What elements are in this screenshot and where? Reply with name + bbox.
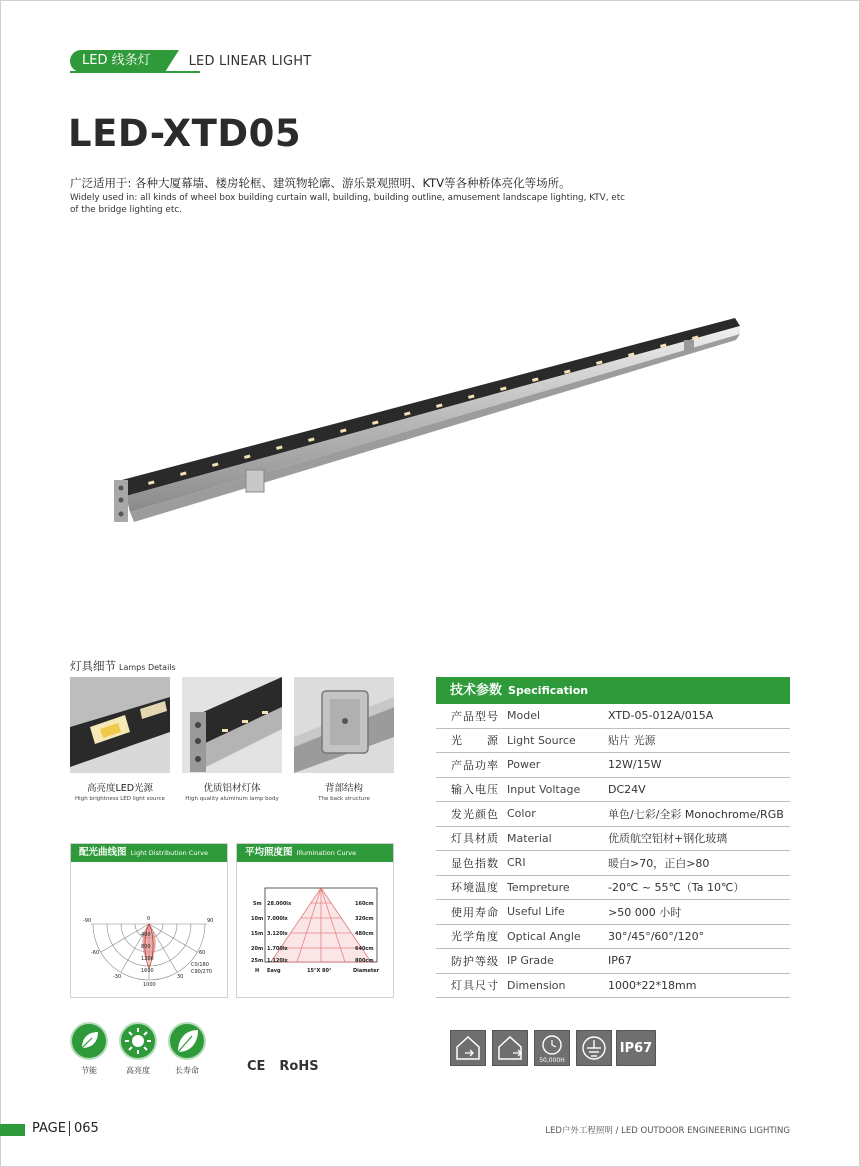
ce-mark: CE [247, 1059, 266, 1074]
category-cn: LED 线条灯 [70, 50, 165, 72]
spec-row [436, 876, 790, 901]
illumination-title-cn: 平均照度图 [245, 847, 293, 858]
spec-table [436, 677, 790, 998]
spec-value: DC24V [608, 782, 646, 796]
lifetime-label: 50,000H [539, 1057, 565, 1064]
indoor-house-icon [450, 1030, 486, 1066]
distribution-title-en: Light Distribution Curve [130, 849, 208, 857]
details-title [70, 658, 176, 674]
detail-caption-led [60, 780, 180, 802]
ring-label: 800 [141, 944, 151, 950]
spec-row [436, 974, 790, 999]
spec-label-cn: 光 源 [451, 734, 499, 748]
spec-label-en: Color [507, 807, 536, 821]
ring-label: 1600 [141, 968, 154, 974]
feature-label-energy: 节能 [81, 1066, 97, 1075]
spec-row [436, 704, 790, 729]
spec-label-cn: 产品型号 [451, 709, 499, 723]
spec-label-cn: 环境温度 [451, 881, 499, 895]
spec-value: 优质航空铝材+钢化玻璃 [608, 832, 728, 846]
detail-caption-body [172, 780, 292, 802]
rohs-mark: RoHS [279, 1059, 319, 1074]
spec-label-cn: 灯具材质 [451, 832, 499, 846]
spec-value: IP67 [608, 954, 632, 968]
height-label: 5m [253, 901, 262, 907]
diameter-label: 480cm [355, 931, 374, 937]
page-number [32, 1121, 99, 1136]
angle-label: -90 [83, 918, 92, 924]
spec-row [436, 851, 790, 876]
height-label: 20m [251, 946, 264, 952]
lux-label: 28.000lx [267, 901, 292, 907]
ground-icon [576, 1030, 612, 1066]
usage-cn: 广泛适用于: 各种大厦幕墙、楼房轮框、建筑物轮廓、游乐景观照明、KTV等各种桥体亮化等场所。 [70, 176, 571, 190]
category-underline [70, 71, 200, 73]
distribution-chart [71, 862, 227, 997]
spec-value: 12W/15W [608, 758, 662, 772]
spec-value: XTD-05-012A/015A [608, 709, 714, 723]
illumination-curve-panel [236, 843, 394, 998]
spec-label-en: Material [507, 831, 552, 845]
spec-label-cn: 输入电压 [451, 783, 499, 797]
detail-image-body [182, 677, 282, 773]
model-title: LED-XTD05 [68, 112, 302, 155]
spec-label-en: Optical Angle [507, 929, 581, 943]
product-image [100, 300, 760, 540]
spec-row [436, 729, 790, 754]
spec-label-en: Input Voltage [507, 782, 581, 796]
details-title-cn: 灯具细节 [70, 659, 116, 673]
spec-value: -20℃ ~ 55℃（Ta 10℃） [608, 881, 745, 895]
illumination-curve-title [237, 844, 393, 862]
spec-value: 30°/45°/60°/120° [608, 929, 705, 943]
spec-value: 暖白>70，正白>80 [608, 856, 710, 870]
detail-caption-led-en: High brightness LED light source [75, 796, 165, 802]
outdoor-house-icon [492, 1030, 528, 1066]
spec-value: 1000*22*18mm [608, 978, 697, 992]
lux-label: 1.120lx [267, 958, 288, 964]
angle-label: 30 [177, 974, 184, 980]
ring-label: 1200 [141, 956, 154, 962]
beam-angle-label: 15°X 80° [307, 968, 332, 974]
leaf-icon [70, 1022, 108, 1060]
distribution-title-cn: 配光曲线图 [79, 847, 127, 858]
spec-value: 单色/七彩/全彩 Monochrome/RGB [608, 807, 784, 821]
category-tag [70, 50, 311, 72]
spec-label-cn: 灯具尺寸 [451, 979, 499, 993]
diameter-label: 160cm [355, 901, 374, 907]
legend-c90: C90/270 [191, 969, 213, 975]
detail-image-back [294, 677, 394, 773]
spec-label-en: Model [507, 709, 541, 723]
detail-caption-back-en: The back structure [318, 796, 370, 802]
spec-row [436, 900, 790, 925]
spec-header [436, 677, 790, 704]
spec-title-cn: 技术参数 [450, 683, 503, 698]
ip67-badge: IP67 [616, 1030, 656, 1066]
spec-label-en: CRI [507, 856, 526, 870]
diameter-label: 640cm [355, 946, 374, 952]
illumination-chart [237, 862, 393, 997]
detail-caption-body-cn: 优质铝材灯体 [203, 783, 261, 794]
spec-label-en: Useful Life [507, 905, 565, 919]
angle-label: -60 [91, 950, 100, 956]
detail-caption-body-en: High quality aluminum lamp body [185, 796, 279, 802]
long-life-leaf-icon [168, 1022, 206, 1060]
spec-row [436, 925, 790, 950]
spec-value: >50 000 小时 [608, 905, 682, 919]
lux-label: 3.120lx [267, 931, 288, 937]
certifications [247, 1059, 319, 1074]
sun-icon [119, 1022, 157, 1060]
spec-label-en: IP Grade [507, 954, 554, 968]
spec-row [436, 802, 790, 827]
angle-label: -30 [113, 974, 122, 980]
lux-label: 7.000lx [267, 916, 288, 922]
spec-label-cn: 发光颜色 [451, 807, 499, 821]
col-h-label: H [255, 968, 260, 974]
spec-label-cn: 产品功率 [451, 758, 499, 772]
spec-row [436, 949, 790, 974]
spec-row [436, 778, 790, 803]
detail-caption-back [284, 780, 404, 802]
legend-c0: C0/180 [191, 962, 209, 968]
spec-row [436, 753, 790, 778]
spec-value: 贴片 光源 [608, 734, 656, 748]
diameter-label: 800cm [355, 958, 374, 964]
col-e-label: Eavg [267, 968, 281, 974]
spec-label-en: Dimension [507, 978, 566, 992]
footer-caption: LED户外工程照明 / LED OUTDOOR ENGINEERING LIGHTING [545, 1126, 790, 1136]
spec-label-en: Power [507, 758, 541, 772]
spec-label-cn: 光学角度 [451, 930, 499, 944]
page-label: PAGE [32, 1121, 66, 1136]
feature-label-brightness: 高亮度 [126, 1066, 150, 1075]
diameter-label: 320cm [355, 916, 374, 922]
height-label: 25m [251, 958, 264, 964]
spec-label-en: Tempreture [507, 880, 570, 894]
spec-label-cn: 显色指数 [451, 856, 499, 870]
usage-en: Widely used in: all kinds of wheel box building curtain wall, building, building outline, amusement landscape lighting, KTV, etc of the bridge lighting etc. [70, 193, 625, 215]
spec-title-en: Specification [508, 684, 589, 697]
ring-label: 400 [141, 932, 151, 938]
detail-image-led [70, 677, 170, 773]
detail-caption-led-cn: 高亮度LED光源 [86, 783, 154, 794]
col-d-label: Diameter [353, 968, 380, 974]
feature-label-life: 长寿命 [175, 1066, 199, 1075]
detail-caption-back-cn: 背部结构 [324, 783, 363, 794]
spec-label-cn: 使用寿命 [451, 905, 499, 919]
height-label: 10m [251, 916, 264, 922]
angle-label: 0 [147, 916, 151, 922]
center-label: 1000 [143, 982, 156, 988]
footer-accent-bar [0, 1124, 25, 1136]
lux-label: 1.700lx [267, 946, 288, 952]
page-num: 065 [69, 1121, 99, 1136]
distribution-curve-title [71, 844, 227, 862]
spec-label-cn: 防护等级 [451, 954, 499, 968]
height-label: 15m [251, 931, 264, 937]
angle-label: 60 [199, 950, 206, 956]
lifetime-clock-icon [534, 1030, 570, 1066]
distribution-curve-panel [70, 843, 228, 998]
angle-label: 90 [207, 918, 214, 924]
spec-row [436, 827, 790, 852]
illumination-title-en: Illumination Curve [296, 849, 357, 857]
details-title-en: Lamps Details [119, 663, 176, 672]
spec-label-en: Light Source [507, 733, 576, 747]
category-en: LED LINEAR LIGHT [188, 53, 312, 69]
